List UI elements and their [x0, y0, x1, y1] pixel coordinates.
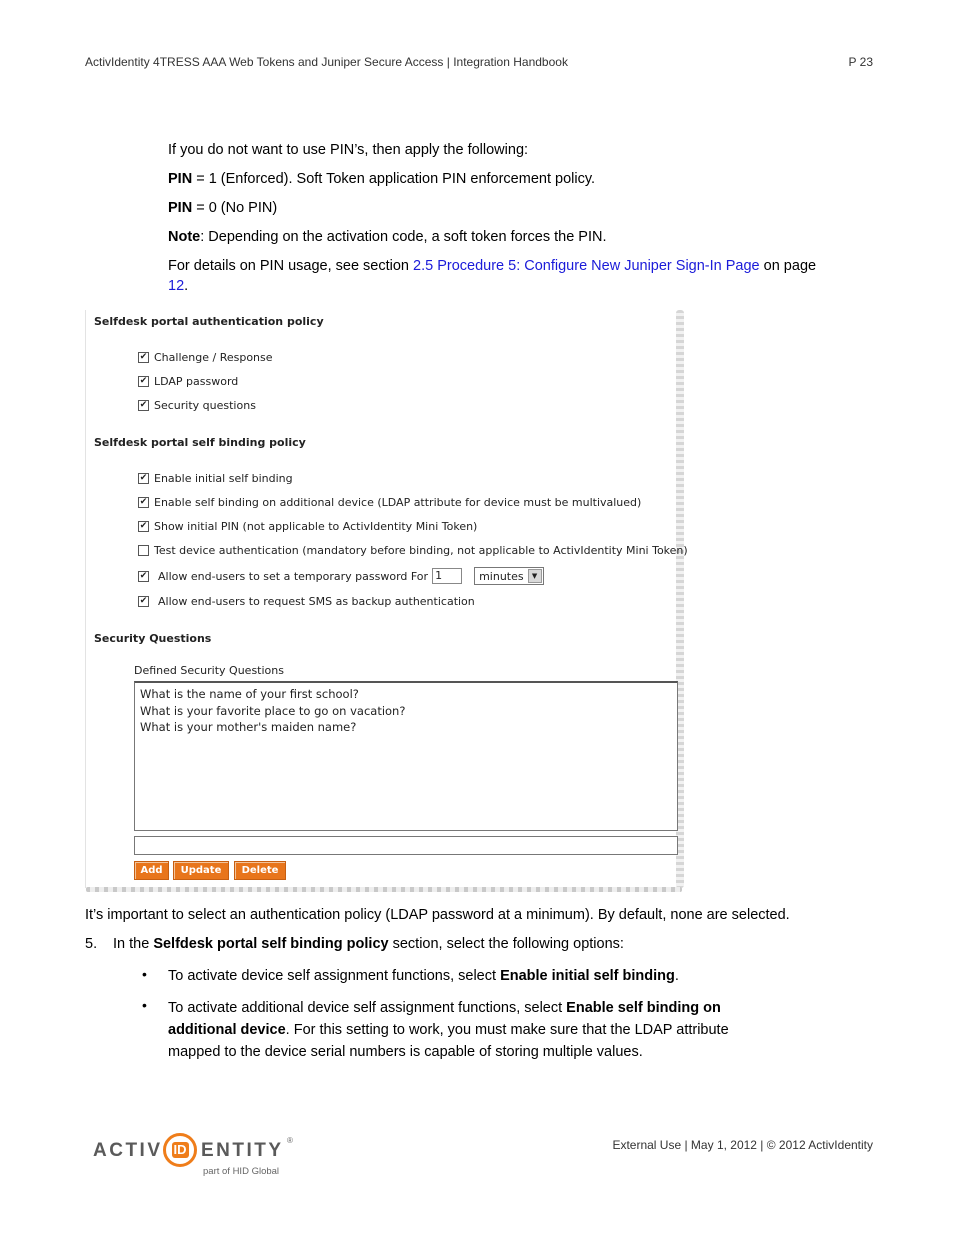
delete-button[interactable]: Delete	[234, 861, 286, 880]
option-label: LDAP password	[154, 375, 239, 388]
binding-policy-heading: Selfdesk portal self binding policy	[94, 436, 306, 449]
bullet-prefix: To activate additional device self assignment functions, select	[168, 1000, 567, 1016]
temp-password-unit-select[interactable]	[474, 567, 544, 585]
details-mid: on page	[759, 258, 817, 274]
bullet-bold: Enable self binding on additional device	[168, 1000, 721, 1038]
option-label: Show initial PIN (not applicable to ActivIdentity Mini Token)	[154, 520, 478, 533]
question-item[interactable]: What is your favorite place to go on vacation?	[140, 703, 406, 718]
bullet-prefix: To activate device self assignment functions, select	[168, 968, 501, 984]
pin-enforced-text: = 1 (Enforced). Soft Token application PIN enforcement policy.	[192, 171, 596, 187]
checkbox[interactable]: ✔	[139, 400, 148, 410]
checkbox[interactable]: ✔	[139, 521, 148, 531]
note-line	[168, 227, 888, 247]
step-5-text	[113, 934, 873, 954]
logo-tagline: part of HID Global	[203, 1166, 280, 1177]
intro-line: If you do not want to use PIN’s, then apply the following:	[168, 142, 529, 158]
option-show-initial-pin[interactable]	[138, 520, 477, 533]
logo-id-mark	[163, 1133, 197, 1167]
note-text: : Depending on the activation code, a soft token forces the PIN.	[200, 229, 607, 245]
option-ldap-password[interactable]	[138, 375, 238, 388]
checkbox[interactable]: ✔	[139, 352, 148, 362]
option-label: Enable initial self binding	[154, 472, 293, 485]
option-label: Challenge / Response	[154, 351, 273, 364]
update-button[interactable]: Update	[173, 861, 229, 880]
option-temporary-password[interactable]	[138, 567, 544, 585]
step-bold: Selfdesk portal self binding policy	[153, 936, 389, 952]
option-label: Test device authentication (mandatory before binding, not applicable to ActivIdentity Mini Token)	[154, 544, 688, 557]
important-note: It’s important to select an authentication policy (LDAP password at a minimum). By default, none are selected.	[85, 907, 790, 923]
logo-text-right: ENTITY	[201, 1140, 284, 1161]
logo-id-text: ID	[173, 1142, 187, 1157]
page-number: P 23	[848, 55, 873, 69]
document-header-title: ActivIdentity 4TRESS AAA Web Tokens and Juniper Secure Access | Integration Handbook	[85, 55, 568, 69]
step-suffix: section, select the following options:	[388, 936, 624, 952]
actividentity-logo	[93, 1130, 313, 1180]
checkbox[interactable]	[138, 545, 149, 556]
intro-section	[168, 140, 888, 305]
pin-label: PIN	[168, 200, 193, 216]
pin-none-text: = 0 (No PIN)	[192, 200, 278, 216]
logo-text-left: ACTIV	[93, 1140, 163, 1161]
bullet-bold: Enable initial self binding	[500, 968, 675, 984]
page-link[interactable]: 12	[168, 278, 185, 294]
bullet-marker: •	[142, 997, 147, 1013]
pin-none-line	[168, 198, 888, 218]
option-security-questions[interactable]	[138, 399, 256, 412]
bullet-2	[168, 997, 783, 1063]
option-enable-initial-self-binding[interactable]	[138, 472, 293, 485]
step-number: 5.	[85, 936, 98, 952]
pin-label: PIN	[168, 171, 193, 187]
registered-mark: ®	[287, 1136, 293, 1145]
torn-edge-bottom	[86, 887, 682, 892]
select-value: minutes	[479, 569, 524, 583]
option-challenge-response[interactable]	[138, 351, 273, 364]
security-questions-heading: Security Questions	[94, 632, 212, 645]
checkbox[interactable]: ✔	[139, 596, 148, 606]
option-test-device-authentication[interactable]	[138, 544, 688, 557]
details-prefix: For details on PIN usage, see section	[168, 258, 414, 274]
option-label: Security questions	[154, 399, 256, 412]
step-prefix: In the	[113, 936, 154, 952]
defined-questions-label: Defined Security Questions	[134, 664, 284, 677]
bullet-1	[168, 966, 868, 986]
note-label: Note	[168, 229, 201, 245]
option-label: Allow end-users to request SMS as backup authentication	[158, 595, 475, 608]
pin-enforced-line	[168, 169, 888, 189]
checkbox[interactable]: ✔	[139, 376, 148, 386]
footer-info: External Use | May 1, 2012 | © 2012 ActivIdentity	[612, 1138, 873, 1152]
checkbox[interactable]: ✔	[139, 570, 148, 581]
checkbox[interactable]: ✔	[139, 473, 148, 483]
add-button[interactable]: Add	[134, 861, 169, 880]
checkbox[interactable]: ✔	[139, 497, 148, 507]
option-label: Allow end-users to set a temporary password For	[158, 569, 429, 583]
option-label: Enable self binding on additional device (LDAP attribute for device must be multivalued)	[154, 496, 642, 509]
bullet-suffix: .	[674, 968, 679, 984]
bullet-marker: •	[142, 966, 147, 982]
section-link[interactable]: 2.5 Procedure 5: Configure New Juniper Sign-In Page	[413, 258, 760, 274]
option-enable-self-binding-additional[interactable]	[138, 496, 641, 509]
details-suffix: .	[184, 278, 189, 294]
details-line	[168, 256, 888, 296]
option-sms-backup[interactable]	[138, 595, 475, 608]
question-item[interactable]: What is the name of your first school?	[140, 687, 359, 701]
new-question-input[interactable]	[134, 836, 678, 855]
temp-password-duration-input[interactable]: 1	[432, 568, 462, 584]
bullet-suffix: . For this setting to work, you must make sure that the LDAP attribute mapped to the device serial numbers is capable of storing multiple values.	[168, 1022, 729, 1060]
selfdesk-settings-screenshot	[85, 310, 688, 888]
security-questions-list[interactable]	[134, 681, 678, 831]
question-item[interactable]: What is your mother's maiden name?	[140, 720, 357, 734]
chevron-down-icon[interactable]: ▼	[528, 569, 542, 583]
auth-policy-heading: Selfdesk portal authentication policy	[94, 315, 324, 328]
